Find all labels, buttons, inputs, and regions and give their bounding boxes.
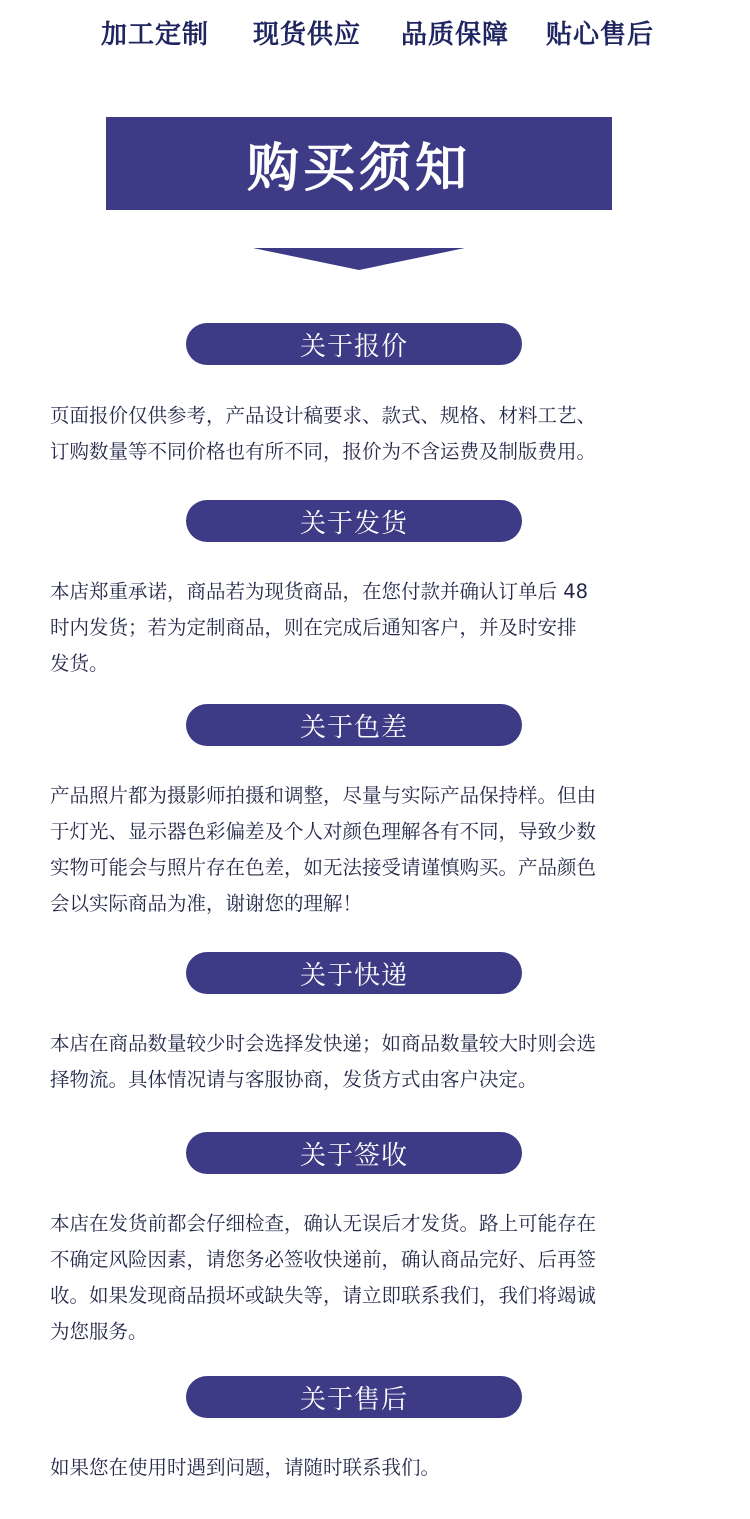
section-text-express: 本店在商品数量较少时会选择发快递；如商品数量较大时则会选 择物流。具体情况请与客服协商，发货方式由客户决定。 (50, 1032, 597, 1091)
feature-quality-assurance: 品质保障 (401, 20, 510, 50)
page-title: 购买须知 (246, 139, 471, 199)
feature-in-stock-supply: 现货供应 (253, 20, 362, 50)
section-heading-delivery-receipt: 关于签收 (186, 1132, 522, 1174)
section-text-color-difference: 产品照片都为摄影师拍摄和调整，尽量与实际产品保持样。但由 于灯光、显示器色彩偏差及个人对颜色理解各有不同，导致少数 实物可能会与照片存在色差，如无法接受请谨慎购买。产品颜色 会以实际商品为准，谢谢您的理解！ (50, 784, 597, 915)
section-text-delivery-receipt: 本店在发货前都会仔细检查，确认无误后才发货。路上可能存在 不确定风险因素，请您务必签收快递前，确认商品完好、后再签 收。如果发现商品损坏或缺失等，请立即联系我们，我们将竭诚 为您服务。 (50, 1212, 597, 1343)
section-text-quote: 页面报价仅供参考，产品设计稿要求、款式、规格、材料工艺、 订购数量等不同价格也有所不同，报价为不含运费及制版费用。 (50, 404, 597, 463)
section-text-shipping: 本店郑重承诺，商品若为现货商品，在您付款并确认订单后 48 时内发货；若为定制商品，则在完成后通知客户，并及时安排 发货。 (50, 580, 589, 675)
section-heading-color-difference: 关于色差 (186, 704, 522, 746)
section-heading-after-sales: 关于售后 (186, 1376, 522, 1418)
section-heading-express: 关于快递 (186, 952, 522, 994)
feature-bar (0, 14, 750, 58)
section-text-after-sales: 如果您在使用时遇到问题，请随时联系我们。 (50, 1456, 441, 1479)
feature-custom-processing: 加工定制 (101, 20, 210, 50)
chevron-down-icon (253, 248, 465, 270)
section-heading-quote: 关于报价 (186, 323, 522, 365)
section-heading-shipping: 关于发货 (186, 500, 522, 542)
feature-after-sales: 贴心售后 (546, 20, 655, 50)
purchase-notice-banner (106, 117, 612, 210)
